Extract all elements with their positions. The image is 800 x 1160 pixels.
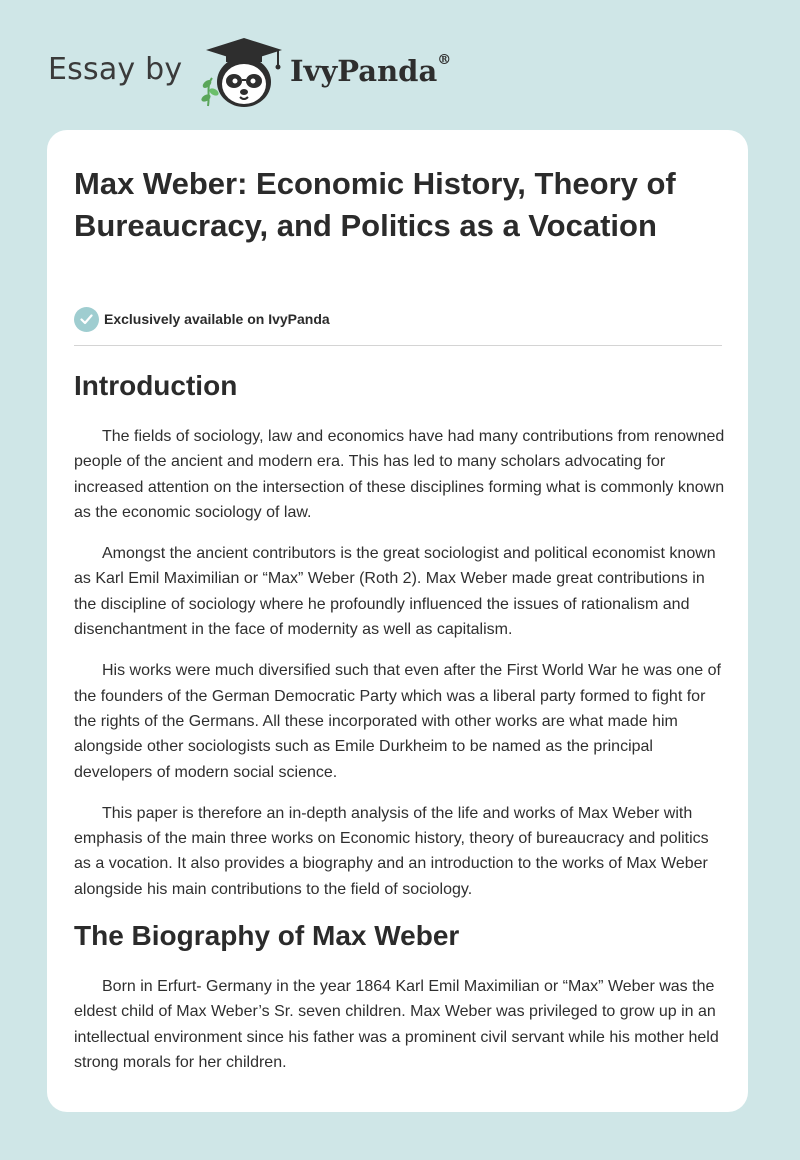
section-heading-biography: The Biography of Max Weber xyxy=(74,920,460,952)
article-body xyxy=(74,368,726,1091)
article-title: Max Weber: Economic History, Theory of Bureaucracy, and Politics as a Vocation xyxy=(74,166,676,243)
paragraph: His works were much diversified such that even after the First World War he was one of the founders of the German Democratic Party which was a liberal party formed to fight for the rights of the Germans. All these incorporated with other works are what made him alongside other sociologists such as Emile Durkheim to be named as the principal developers of modern social science. xyxy=(74,662,721,781)
exclusive-badge xyxy=(74,306,330,332)
exclusive-badge-text: Exclusively available on IvyPanda xyxy=(104,311,330,327)
title-divider xyxy=(74,345,722,346)
panda-graduate-icon[interactable] xyxy=(200,36,284,110)
registered-mark: ® xyxy=(437,52,452,68)
brand-text: IvyPanda xyxy=(290,54,438,88)
brand-name[interactable] xyxy=(290,54,451,88)
site-header xyxy=(0,0,800,130)
paragraph: The fields of sociology, law and economics have had many contributions from renowned people of the ancient and modern era. This has led to many scholars advocating for increased attention on the intersection of these disciplines forming what is commonly known as the economic sociology of law. xyxy=(74,428,725,521)
essay-by-label: Essay by xyxy=(48,52,183,87)
section-heading-introduction: Introduction xyxy=(74,370,238,401)
paragraph: This paper is therefore an in-depth analysis of the life and works of Max Weber with emphasis of the main three works on Economic history, theory of bureaucracy and politics as a vocation. It also provides a biography and an introduction to the works of Max Weber alongside his main contributions to the field of sociology. xyxy=(74,804,709,898)
article-card xyxy=(47,130,748,1112)
paragraph: Born in Erfurt- Germany in the year 1864 Karl Emil Maximilian or “Max” Weber was the eldest child of Max Weber’s Sr. seven children. Max Weber was privileged to grow up in an intellectual environment since his father was a prominent civil servant while his mother held strong morals for her children. xyxy=(74,978,719,1071)
check-icon xyxy=(74,307,99,332)
paragraph: Amongst the ancient contributors is the great sociologist and political economist known as Karl Emil Maximilian or “Max” Weber (Roth 2). Max Weber made great contributions in the discipline of sociology where he profoundly influenced the issues of rationalism and disenchantment in the face of modernity as well as capitalism. xyxy=(74,545,716,639)
